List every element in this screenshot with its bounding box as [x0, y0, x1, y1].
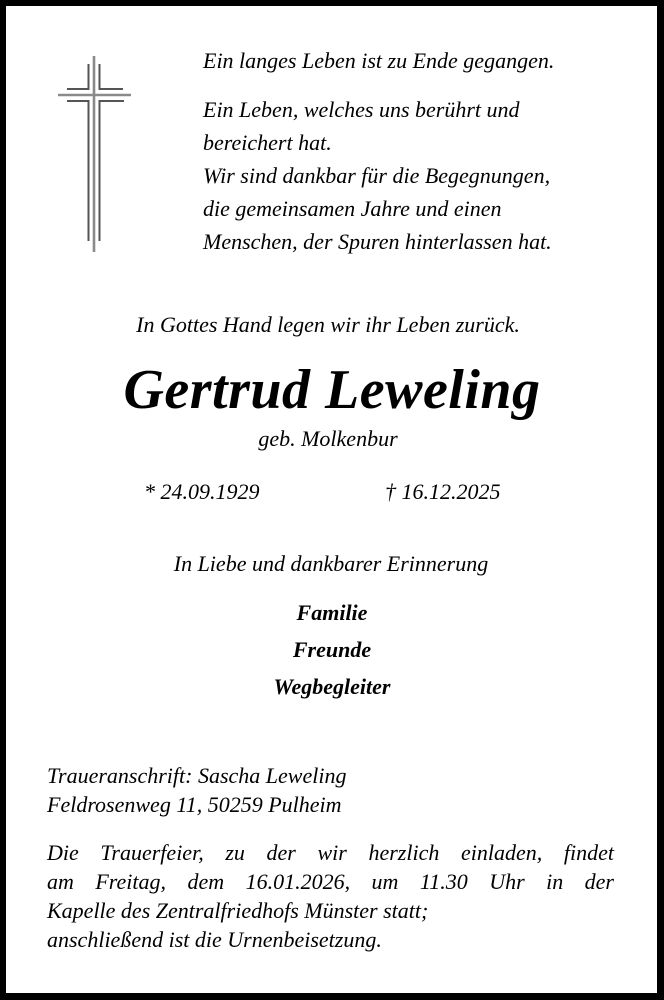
- cross-icon: [56, 54, 136, 256]
- death-date: † 16.12.2025: [385, 479, 501, 504]
- verse-line: bereichert hat.: [203, 130, 332, 155]
- verse-line: die gemeinsamen Jahre und einen: [203, 196, 502, 221]
- mourners-list: [0, 594, 664, 705]
- address-line: Feldrosenweg 11, 50259 Pulheim: [47, 792, 342, 817]
- ceremony-line: anschließend ist die Urnenbeisetzung.: [47, 927, 382, 952]
- mourner: Familie: [296, 600, 368, 625]
- verse-line: Wir sind dankbar für die Begegnungen,: [203, 163, 551, 188]
- maiden-name: geb. Molkenbur: [258, 426, 398, 451]
- memory-line: In Liebe und dankbarer Erinnerung: [173, 551, 489, 576]
- verse-line: Menschen, der Spuren hinterlassen hat.: [203, 229, 552, 254]
- birth-date: * 24.09.1929: [144, 479, 260, 504]
- address-line: Traueranschrift: Sascha Leweling: [47, 763, 347, 788]
- ceremony-line: am Freitag, dem 16.01.2026, um 11.30 Uhr in der: [47, 869, 614, 894]
- ceremony-line: Die Trauerfeier, zu der wir herzlich einladen, findet: [47, 840, 614, 865]
- mourner: Freunde: [292, 637, 372, 662]
- deceased-name: Gertrud Leweling: [123, 359, 541, 421]
- verse-line: Ein Leben, welches uns berührt und: [203, 97, 520, 122]
- intro-line: In Gottes Hand legen wir ihr Leben zurück.: [136, 312, 520, 337]
- mourning-address: [47, 761, 346, 819]
- mourner: Wegbegleiter: [273, 674, 391, 699]
- verse-line: Ein langes Leben ist zu Ende gegangen.: [203, 48, 555, 73]
- ceremony-line: Kapelle des Zentralfriedhofs Münster statt;: [47, 898, 429, 923]
- verse: [203, 44, 643, 258]
- ceremony-info: [47, 838, 614, 954]
